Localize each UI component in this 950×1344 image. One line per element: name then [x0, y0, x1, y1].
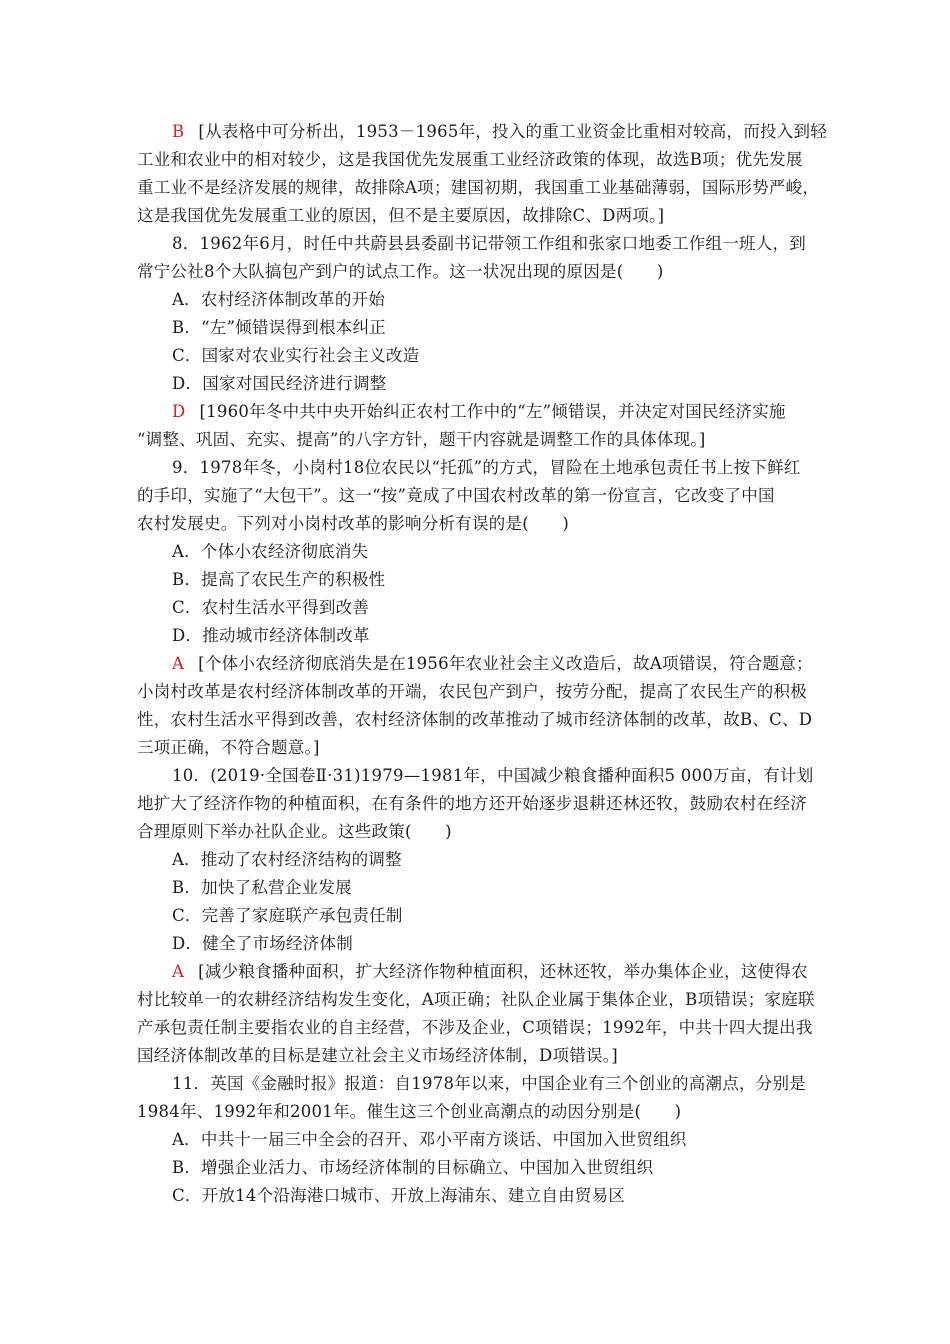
q9-stem-line: 农村发展史。下列对小岗村改革的影响分析有误的是( )	[137, 514, 570, 533]
q10-explanation-line: 产承包责任制主要指农业的自主经营，不涉及企业，C项错误；1992年，中共十四大提出我	[137, 1018, 813, 1037]
q9-option-a: A．个体小农经济彻底消失	[172, 542, 369, 561]
q9-stem-line: 的手印，实施了“大包干”。这一“按”竟成了中国农村改革的第一份宣言，它改变了中国	[137, 486, 775, 505]
q8-option-b: B．“左”倾错误得到根本纠正	[172, 318, 386, 337]
q11-stem-line: 1984年、1992年和2001年。催生这三个创业高潮点的动因分别是( )	[137, 1102, 682, 1121]
q10-explanation-line: A [减少粮食播种面积，扩大经济作物种植面积，还林还牧，举办集体企业，这使得农	[172, 962, 808, 981]
q11-stem-line: 11．英国《金融时报》报道：自1978年以来，中国企业有三个创业的高潮点，分别是	[172, 1074, 806, 1093]
q8-option-c: C．国家对农业实行社会主义改造	[172, 346, 420, 365]
q9-option-c: C．农村生活水平得到改善	[172, 598, 370, 617]
q7-explanation-line: 这是我国优先发展重工业的原因，但不是主要原因，故排除C、D两项。]	[137, 206, 665, 225]
q8-option-a: A．农村经济体制改革的开始	[172, 290, 386, 309]
q11-option-a: A．中共十一届三中全会的召开、邓小平南方谈话、中国加入世贸组织	[172, 1130, 687, 1149]
q7-explanation-line: 工业和农业中的相对较少，这是我国优先发展重工业经济政策的体现，故选B项；优先发展	[137, 150, 803, 169]
q7-explanation-line: B [从表格中可分析出，1953－1965年，投入的重工业资金比重相对较高，而投入到轻	[172, 122, 828, 141]
q11-option-b: B．增强企业活力、市场经济体制的目标确立、中国加入世贸组织	[172, 1158, 654, 1177]
q10-explanation-line: 村比较单一的农耕经济结构发生变化，A项正确；社队企业属于集体企业，B项错误；家庭联	[137, 990, 815, 1009]
q10-answer-letter: A	[172, 962, 185, 981]
q10-option-c: C．完善了家庭联产承包责任制	[172, 906, 403, 925]
q9-explanation-line: 三项正确，不符合题意。]	[137, 738, 320, 757]
q10-stem-line: 10．(2019·全国卷Ⅱ·31)1979—1981年，中国减少粮食播种面积5 000万亩，有计划	[172, 766, 814, 785]
q8-stem-line: 8．1962年6月，时任中共蔚县县委副书记带领工作组和张家口地委工作组一班人，到	[172, 234, 806, 253]
q9-option-b: B．提高了农民生产的积极性	[172, 570, 386, 589]
q10-option-d: D．健全了市场经济体制	[172, 934, 353, 953]
q9-answer-letter: A	[172, 654, 185, 673]
q7-answer-letter: B	[172, 122, 185, 141]
q8-answer-letter: D	[172, 402, 186, 421]
q9-explanation-line: A [个体小农经济彻底消失是在1956年农业社会主义改造后，故A项错误，符合题意；	[172, 654, 813, 673]
q8-stem-line: 常宁公社8个大队搞包产到户的试点工作。这一状况出现的原因是( )	[137, 262, 664, 281]
q10-option-b: B．加快了私营企业发展	[172, 878, 352, 897]
q9-stem-line: 9．1978年冬，小岗村18位农民以“托孤”的方式，冒险在土地承包责任书上按下鲜红	[172, 458, 801, 477]
q10-explanation-line: 国经济体制改革的目标是建立社会主义市场经济体制，D项错误。]	[137, 1046, 618, 1065]
q10-stem-line: 地扩大了经济作物的种植面积，在有条件的地方还开始逐步退耕还林还牧，鼓励农村在经济	[137, 794, 807, 813]
q8-explanation-line: D [1960年冬中共中央开始纠正农村工作中的“左”倾错误，并决定对国民经济实施	[172, 402, 786, 421]
q9-option-d: D．推动城市经济体制改革	[172, 626, 370, 645]
q8-explanation-line: “调整、巩固、充实、提高”的八字方针，题干内容就是调整工作的具体体现。]	[137, 430, 706, 449]
q8-option-d: D．国家对国民经济进行调整	[172, 374, 387, 393]
q9-explanation-line: 小岗村改革是农村经济体制改革的开端，农民包产到户，按劳分配，提高了农民生产的积极	[137, 682, 807, 701]
q9-explanation-line: 性，农村生活水平得到改善，农村经济体制的改革推动了城市经济体制的改革，故B、C、D	[137, 710, 813, 729]
q11-option-c: C．开放14个沿海港口城市、开放上海浦东、建立自由贸易区	[172, 1186, 626, 1205]
q7-explanation-line: 重工业不是经济发展的规律，故排除A项；建国初期，我国重工业基础薄弱，国际形势严峻，	[137, 178, 820, 197]
q10-option-a: A．推动了农村经济结构的调整	[172, 850, 402, 869]
q10-stem-line: 合理原则下举办社队企业。这些政策( )	[137, 822, 452, 841]
